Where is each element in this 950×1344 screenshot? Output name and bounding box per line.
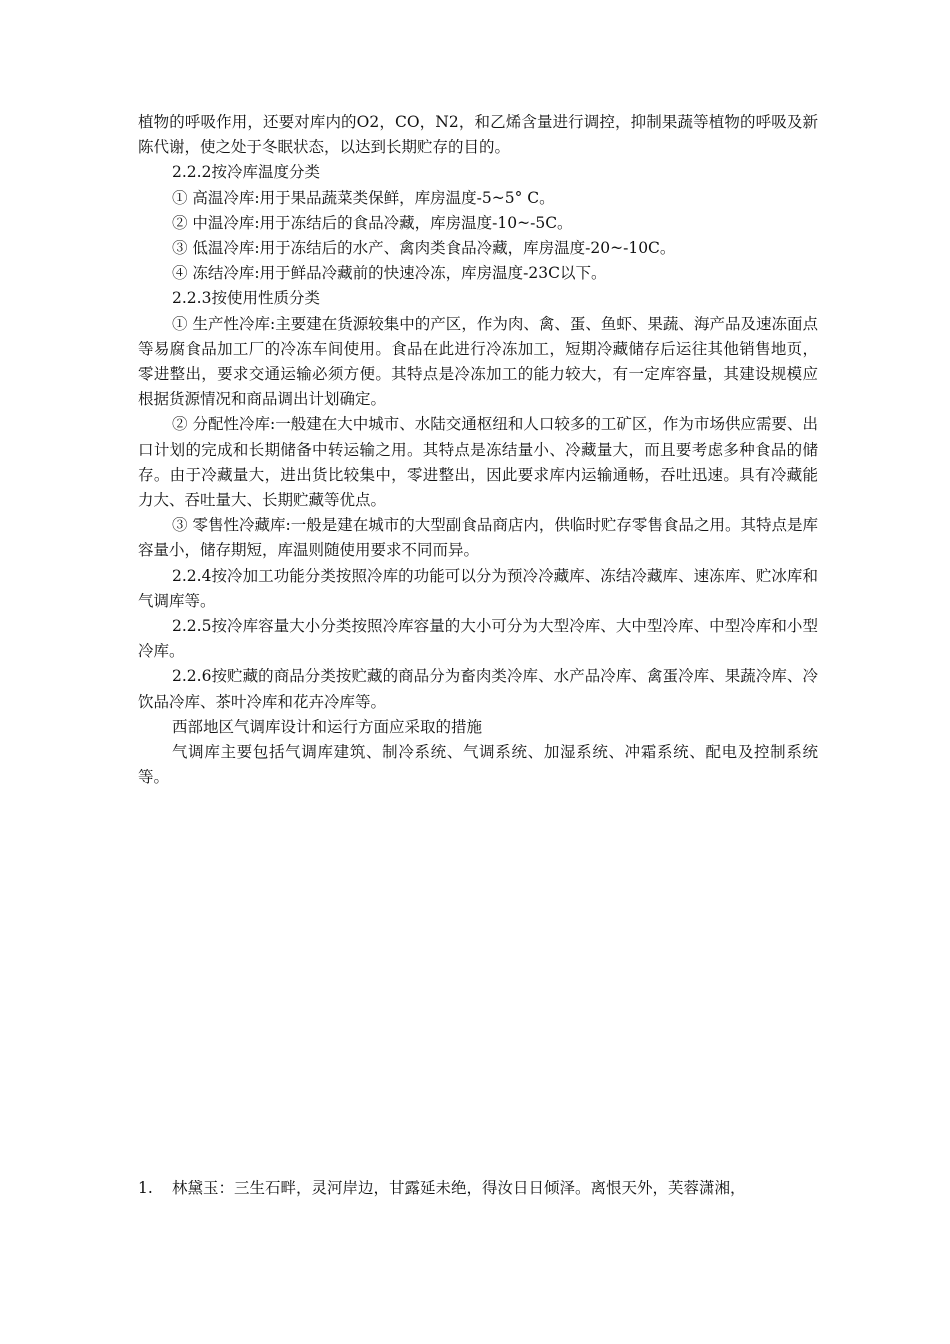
list-item-freezing: ④ 冻结冷库:用于鲜品冷藏前的快速冷冻，库房温度-23C以下。 bbox=[172, 264, 607, 283]
footnote-number: 1. bbox=[138, 1179, 153, 1197]
heading-western-measures: 西部地区气调库设计和运行方面应采取的措施 bbox=[172, 717, 483, 736]
paragraph-distribution-storage: ② 分配性冷库:一般建在大中城市、水陆交通枢纽和人口较多的工矿区，作为市场供应需要、出口计划的完成和长期储备中转运输之用。其特点是冻结量小、冷藏量大，而且要考虑多种食品的储存。由于冷藏量大，进出货比较集中，零进整出，因此要求库内运输通畅，吞吐迅速。具有冷藏能力大、吞吐量大、长期贮藏等优点。 bbox=[138, 415, 818, 510]
body-text bbox=[138, 110, 818, 790]
paragraph-production-storage: ① 生产性冷库:主要建在货源较集中的产区，作为肉、禽、蛋、鱼虾、果蔬、海产品及速冻面点等易腐食品加工厂的冷冻车间使用。食品在此进行冷冻加工，短期冷藏储存后运往其他销售地页，零进整出，要求交通运输必须方便。其特点是冷冻加工的能力较大，有一定库容量，其建设规模应根据货源情况和商品调出计划确定。 bbox=[138, 314, 818, 409]
list-item-high-temp: ① 高温冷库:用于果品蔬菜类保鲜，库房温度-5~5° C。 bbox=[172, 188, 555, 207]
heading-2-2-2: 2.2.2按冷库温度分类 bbox=[172, 163, 320, 182]
list-item-low-temp: ③ 低温冷库:用于冻结后的水产、禽肉类食品冷藏，库房温度-20~-10C。 bbox=[172, 239, 676, 258]
heading-2-2-3: 2.2.3按使用性质分类 bbox=[172, 289, 320, 308]
paragraph-2-2-6: 2.2.6按贮藏的商品分类按贮藏的商品分为畜肉类冷库、水产品冷库、禽蛋冷库、果蔬冷库、冷饮品冷库、茶叶冷库和花卉冷库等。 bbox=[138, 667, 818, 711]
paragraph-respiration: 植物的呼吸作用，还要对库内的O2，CO，N2，和乙烯含量进行调控，抑制果蔬等植物的呼吸及新陈代谢，使之处于冬眠状态，以达到长期贮存的目的。 bbox=[138, 113, 818, 157]
paragraph-2-2-5: 2.2.5按冷库容量大小分类按照冷库容量的大小可分为大型冷库、大中型冷库、中型冷库和小型冷库。 bbox=[138, 617, 818, 661]
footnote-text: 林黛玉：三生石畔，灵河岸边，甘露延未绝，得汝日日倾泽。离恨天外，芙蓉潇湘， bbox=[172, 1179, 746, 1197]
paragraph-2-2-4: 2.2.4按冷加工功能分类按照冷库的功能可以分为预冷冷藏库、冻结冷藏库、速冻库、贮冰库和气调库等。 bbox=[138, 566, 818, 610]
list-item-mid-temp: ② 中温冷库:用于冻结后的食品冷藏，库房温度-10~-5C。 bbox=[172, 213, 573, 232]
footnote bbox=[138, 1176, 838, 1201]
paragraph-ca-storage-systems: 气调库主要包括气调库建筑、制冷系统、气调系统、加湿系统、冲霜系统、配电及控制系统等。 bbox=[138, 743, 818, 787]
paragraph-retail-storage: ③ 零售性冷藏库:一般是建在城市的大型副食品商店内，供临时贮存零售食品之用。其特点是库容量小，储存期短，库温则随使用要求不同而异。 bbox=[138, 516, 818, 560]
